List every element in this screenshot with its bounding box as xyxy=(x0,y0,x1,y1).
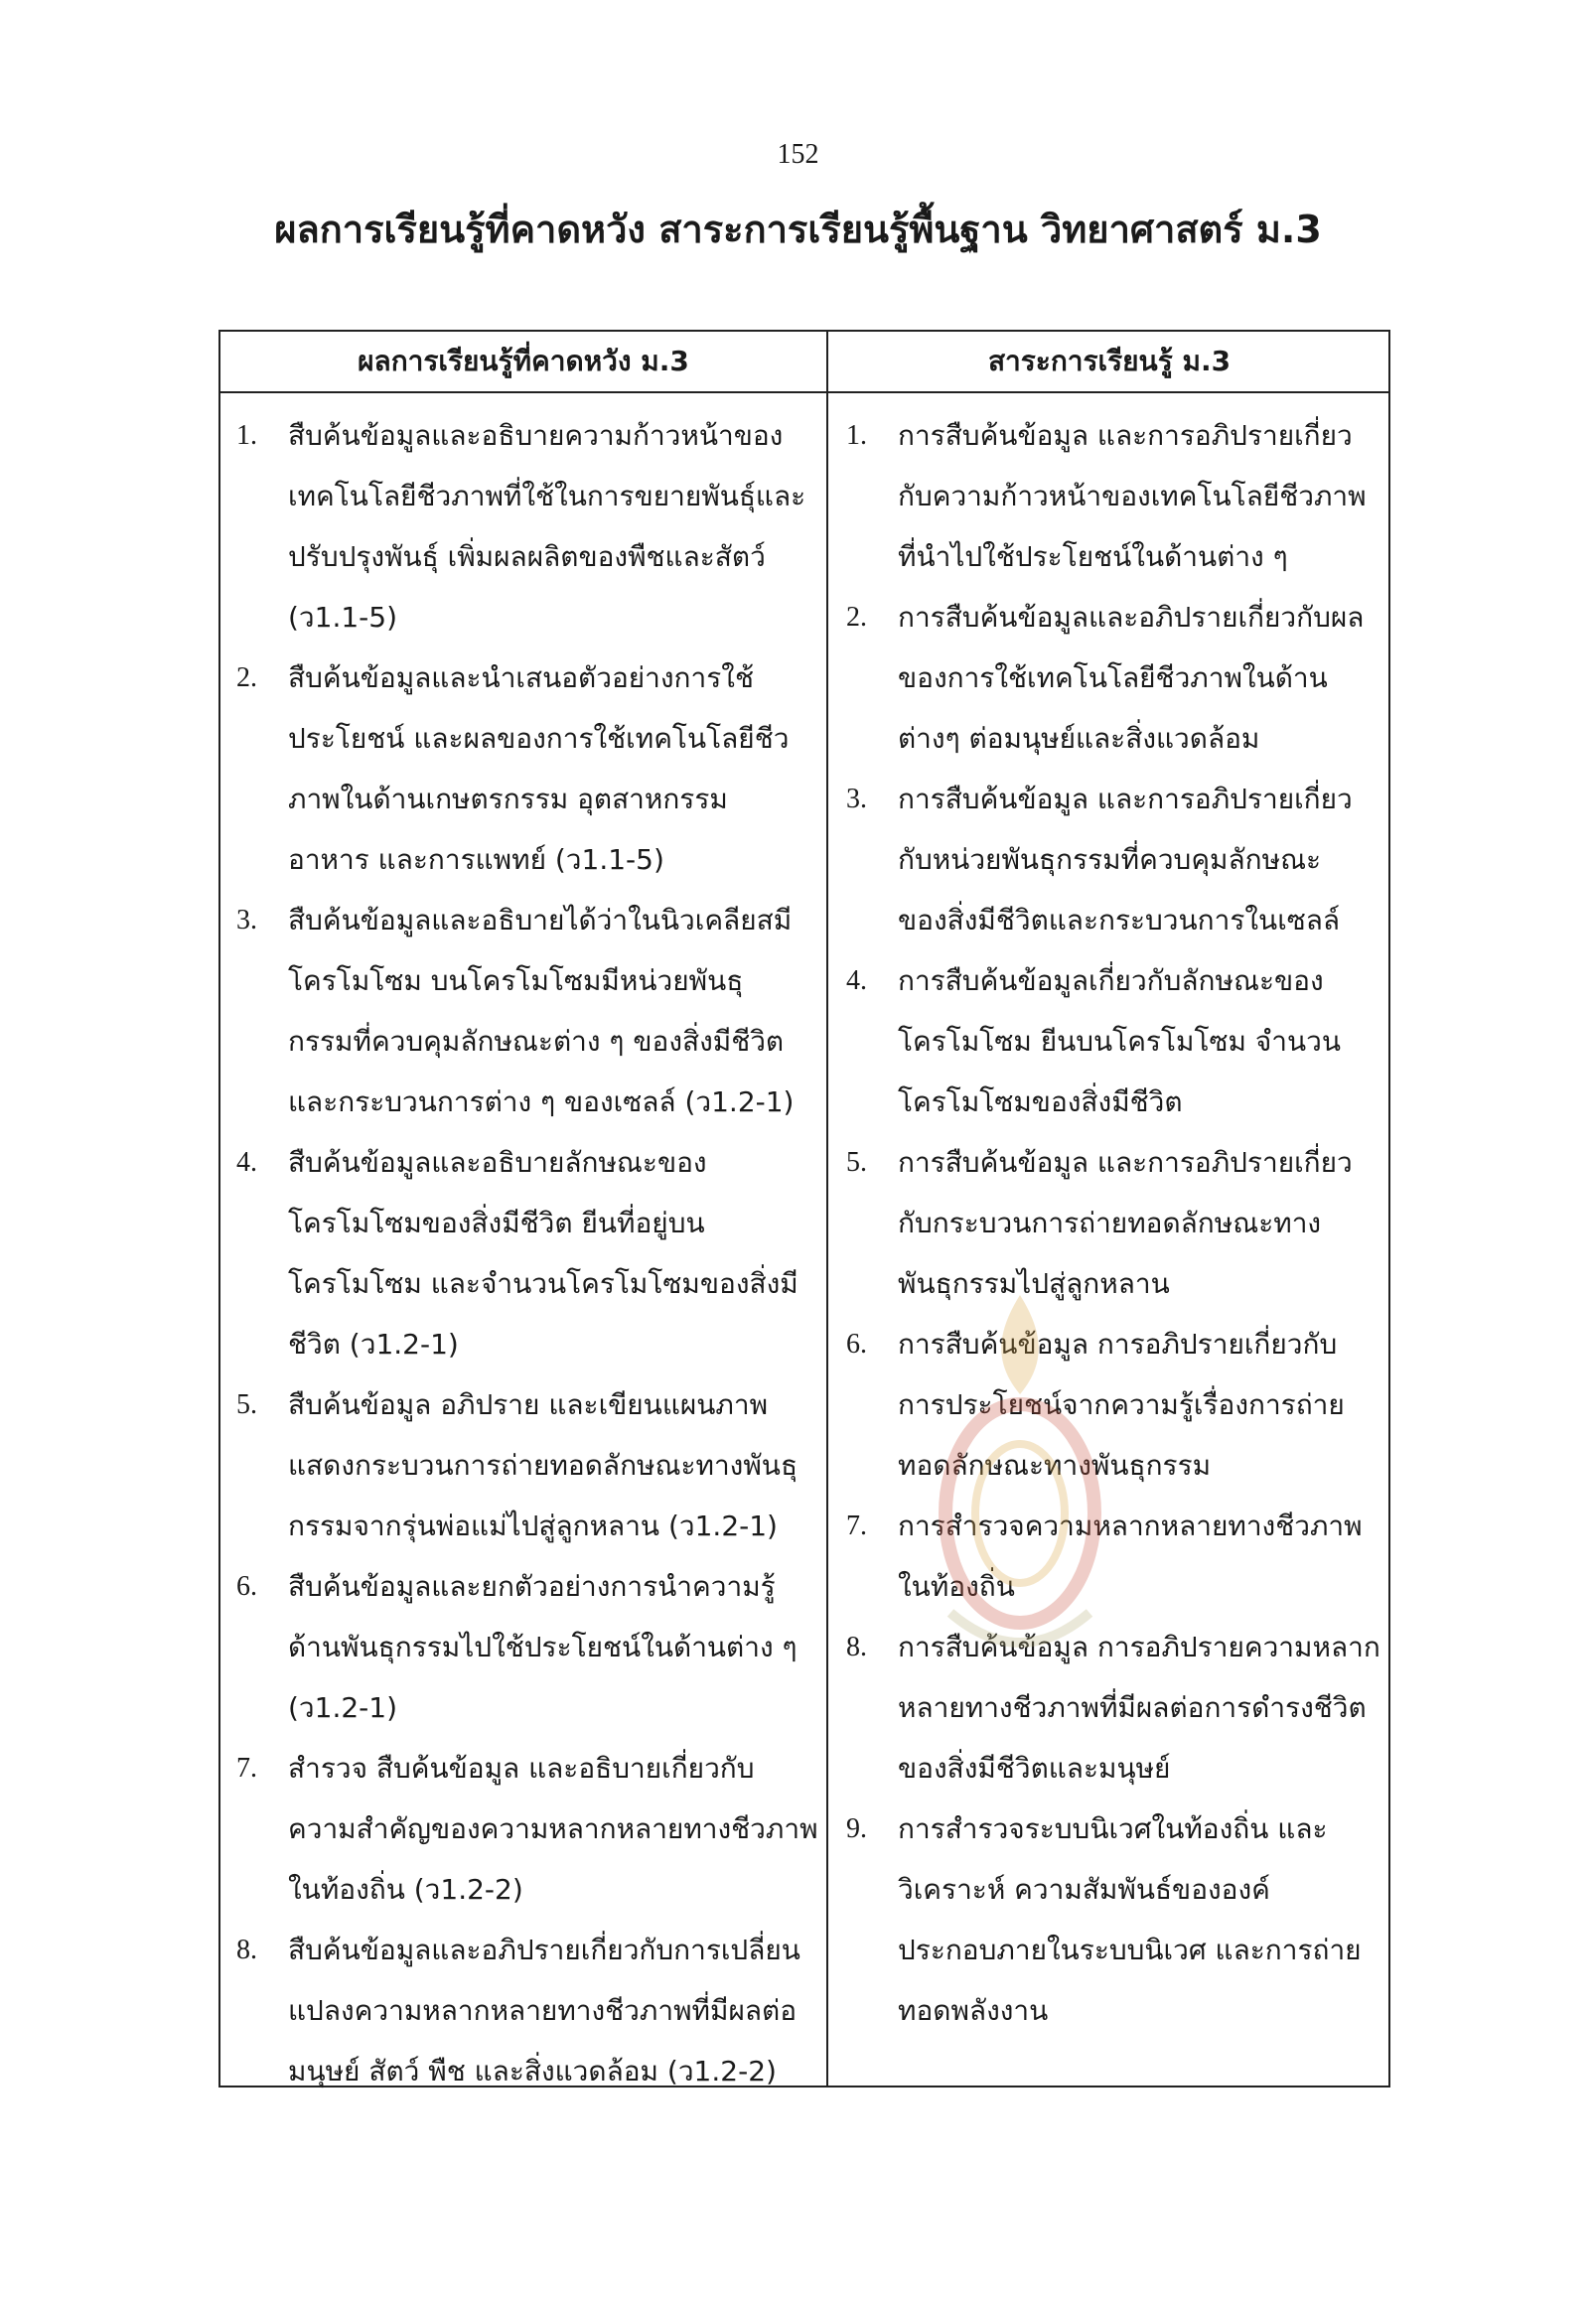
content-item-text-line: โครโมโซม ยีนบนโครโมโซม จำนวน xyxy=(898,1025,1342,1058)
outcome-item-text-line: โครโมโซม บนโครโมโซมมีหน่วยพันธุ xyxy=(288,964,744,997)
expected-outcomes-column xyxy=(236,405,818,2101)
outcome-item-text-line: สืบค้นข้อมูล อภิปราย และเขียนแผนภาพ xyxy=(288,1388,769,1421)
outcome-item-text-line: เทคโนโลยีชีวภาพที่ใช้ในการขยายพันธุ์และ xyxy=(288,480,806,512)
outcome-item-6 xyxy=(236,1556,812,1738)
content-item-text-line: ในท้องถิ่น xyxy=(898,1570,1015,1603)
page-number: 152 xyxy=(777,139,819,170)
content-item-8 xyxy=(846,1617,1378,1799)
outcome-item-4 xyxy=(236,1132,812,1374)
outcome-item-text-line: อาหาร และการแพทย์ (ว1.1-5) xyxy=(288,843,664,876)
table-header-row xyxy=(220,332,1388,393)
outcome-item-text-line: กรรมจากรุ่นพ่อแม่ไปสู่ลูกหลาน (ว1.2-1) xyxy=(288,1510,778,1542)
outcome-item-text-line: ความสำคัญของความหลากหลายทางชีวภาพ xyxy=(288,1812,818,1845)
outcome-item-text-line: กรรมที่ควบคุมลักษณะต่าง ๆ ของสิ่งมีชีวิต xyxy=(288,1025,785,1058)
content-item-text-line: ประกอบภายในระบบนิเวศ และการถ่าย xyxy=(898,1934,1362,1966)
page-title: ผลการเรียนรู้ที่คาดหวัง สาระการเรียนรู้พื้นฐาน วิทยาศาสตร์ ม.3 xyxy=(274,208,1322,251)
content-item-text-line: กับกระบวนการถ่ายทอดลักษณะทาง xyxy=(898,1207,1322,1239)
outcome-item-number: 2. xyxy=(236,662,257,693)
outcome-item-text-line: แปลงความหลากหลายทางชีวภาพที่มีผลต่อ xyxy=(288,1994,798,2027)
outcome-item-number: 7. xyxy=(236,1753,257,1784)
header-learning-content: สาระการเรียนรู้ ม.3 xyxy=(987,345,1232,377)
outcome-item-text-line: โครโมโซมของสิ่งมีชีวิต ยีนที่อยู่บน xyxy=(288,1207,705,1239)
content-item-text-line: การสืบค้นข้อมูล และการอภิปรายเกี่ยว xyxy=(898,783,1353,815)
outcome-item-number: 6. xyxy=(236,1571,257,1602)
content-item-1 xyxy=(846,405,1378,587)
content-item-3 xyxy=(846,769,1378,950)
outcome-item-text-line: ภาพในด้านเกษตรกรรม อุตสาหกรรม xyxy=(288,783,728,815)
learning-content-column xyxy=(846,405,1378,2041)
content-item-number: 3. xyxy=(846,784,867,814)
content-item-text-line: พันธุกรรมไปสู่ลูกหลาน xyxy=(898,1267,1170,1300)
content-item-text-line: การสืบค้นข้อมูลและอภิปรายเกี่ยวกับผล xyxy=(898,601,1365,634)
content-item-text-line: การสืบค้นข้อมูลเกี่ยวกับลักษณะของ xyxy=(898,964,1324,997)
outcome-item-number: 8. xyxy=(236,1935,257,1965)
outcome-item-text-line: แสดงกระบวนการถ่ายทอดลักษณะทางพันธุ xyxy=(288,1449,798,1482)
content-item-text-line: หลายทางชีวภาพที่มีผลต่อการดำรงชีวิต xyxy=(898,1691,1367,1724)
outcome-item-number: 4. xyxy=(236,1147,257,1178)
content-item-text-line: กับความก้าวหน้าของเทคโนโลยีชีวภาพ xyxy=(898,480,1367,512)
outcome-item-text-line: ชีวิต (ว1.2-1) xyxy=(288,1328,459,1361)
content-item-text-line: การสำรวจความหลากหลายทางชีวภาพ xyxy=(898,1510,1363,1542)
outcome-item-text-line: สืบค้นข้อมูลและอภิปรายเกี่ยวกับการเปลี่ยน xyxy=(288,1934,800,1966)
outcome-item-7 xyxy=(236,1738,818,1920)
content-item-2 xyxy=(846,587,1378,769)
content-item-text-line: การประโยชน์จากความรู้เรื่องการถ่าย xyxy=(898,1388,1345,1421)
content-item-text-line: การสืบค้นข้อมูล และการอภิปรายเกี่ยว xyxy=(898,419,1353,452)
outcome-item-text-line: ด้านพันธุกรรมไปใช้ประโยชน์ในด้านต่าง ๆ xyxy=(288,1631,798,1663)
content-item-number: 8. xyxy=(846,1632,867,1662)
content-item-text-line: ของสิ่งมีชีวิตและมนุษย์ xyxy=(898,1752,1171,1785)
content-item-text-line: โครโมโซมของสิ่งมีชีวิต xyxy=(898,1085,1183,1118)
content-item-text-line: ที่นำไปใช้ประโยชน์ในด้านต่าง ๆ xyxy=(898,540,1288,573)
content-item-text-line: วิเคราะห์ ความสัมพันธ์ขององค์ xyxy=(898,1873,1270,1906)
outcome-item-text-line: โครโมโซม และจำนวนโครโมโซมของสิ่งมี xyxy=(288,1267,798,1300)
content-item-number: 5. xyxy=(846,1147,867,1178)
content-item-text-line: การสำรวจระบบนิเวศในท้องถิ่น และ xyxy=(898,1812,1328,1845)
content-item-number: 2. xyxy=(846,602,867,633)
outcome-item-text-line: สำรวจ สืบค้นข้อมูล และอธิบายเกี่ยวกับ xyxy=(288,1752,755,1785)
outcome-item-text-line: (ว1.1-5) xyxy=(288,601,398,634)
content-item-text-line: ทอดพลังงาน xyxy=(898,1994,1049,2027)
content-item-number: 1. xyxy=(846,420,867,451)
outcome-item-8 xyxy=(236,1920,812,2101)
outcome-item-text-line: ปรับปรุงพันธุ์ เพิ่มผลผลิตของพืชและสัตว์ xyxy=(288,540,766,573)
content-item-text-line: ทอดลักษณะทางพันธุกรรม xyxy=(898,1449,1212,1482)
content-item-number: 4. xyxy=(846,965,867,996)
content-item-number: 7. xyxy=(846,1511,867,1541)
outcome-item-text-line: สืบค้นข้อมูลและอธิบายความก้าวหน้าของ xyxy=(288,419,784,452)
outcome-item-text-line: ในท้องถิ่น (ว1.2-2) xyxy=(288,1873,523,1906)
content-item-text-line: กับหน่วยพันธุกรรมที่ควบคุมลักษณะ xyxy=(898,843,1322,876)
content-item-5 xyxy=(846,1132,1378,1314)
content-item-6 xyxy=(846,1314,1378,1496)
content-item-text-line: ของสิ่งมีชีวิตและกระบวนการในเซลล์ xyxy=(898,904,1341,936)
header-expected-outcomes: ผลการเรียนรู้ที่คาดหวัง ม.3 xyxy=(358,345,689,377)
outcome-item-number: 1. xyxy=(236,420,257,451)
outcome-item-text-line: (ว1.2-1) xyxy=(288,1691,398,1724)
outcome-item-text-line: สืบค้นข้อมูลและนำเสนอตัวอย่างการใช้ xyxy=(288,661,754,694)
content-item-number: 9. xyxy=(846,1813,867,1844)
outcome-item-1 xyxy=(236,405,812,648)
content-item-9 xyxy=(846,1799,1378,2041)
content-item-text-line: ต่างๆ ต่อมนุษย์และสิ่งแวดล้อม xyxy=(898,722,1260,755)
outcome-item-text-line: สืบค้นข้อมูลและอธิบายได้ว่าในนิวเคลียสมี xyxy=(288,904,793,936)
outcome-item-text-line: ประโยชน์ และผลของการใช้เทคโนโลยีชีว xyxy=(288,722,790,755)
outcome-item-5 xyxy=(236,1374,812,1556)
outcome-item-2 xyxy=(236,648,812,890)
outcome-item-text-line: และกระบวนการต่าง ๆ ของเซลล์ (ว1.2-1) xyxy=(288,1085,795,1118)
content-item-text-line: การสืบค้นข้อมูล การอภิปรายความหลาก xyxy=(898,1631,1380,1663)
content-item-4 xyxy=(846,950,1378,1132)
outcome-item-number: 3. xyxy=(236,905,257,936)
outcome-item-text-line: สืบค้นข้อมูลและอธิบายลักษณะของ xyxy=(288,1146,707,1179)
outcome-item-text-line: สืบค้นข้อมูลและยกตัวอย่างการนำความรู้ xyxy=(288,1570,776,1603)
content-item-7 xyxy=(846,1496,1378,1617)
curriculum-table xyxy=(218,330,1390,2087)
outcome-item-text-line: มนุษย์ สัตว์ พืช และสิ่งแวดล้อม (ว1.2-2) xyxy=(288,2055,777,2087)
content-item-text-line: การสืบค้นข้อมูล และการอภิปรายเกี่ยว xyxy=(898,1146,1353,1179)
column-divider xyxy=(826,332,828,2086)
content-item-text-line: ของการใช้เทคโนโลยีชีวภาพในด้าน xyxy=(898,661,1328,694)
outcome-item-3 xyxy=(236,890,812,1132)
content-item-text-line: การสืบค้นข้อมูล การอภิปรายเกี่ยวกับ xyxy=(898,1328,1338,1361)
outcome-item-number: 5. xyxy=(236,1389,257,1420)
content-item-number: 6. xyxy=(846,1329,867,1360)
